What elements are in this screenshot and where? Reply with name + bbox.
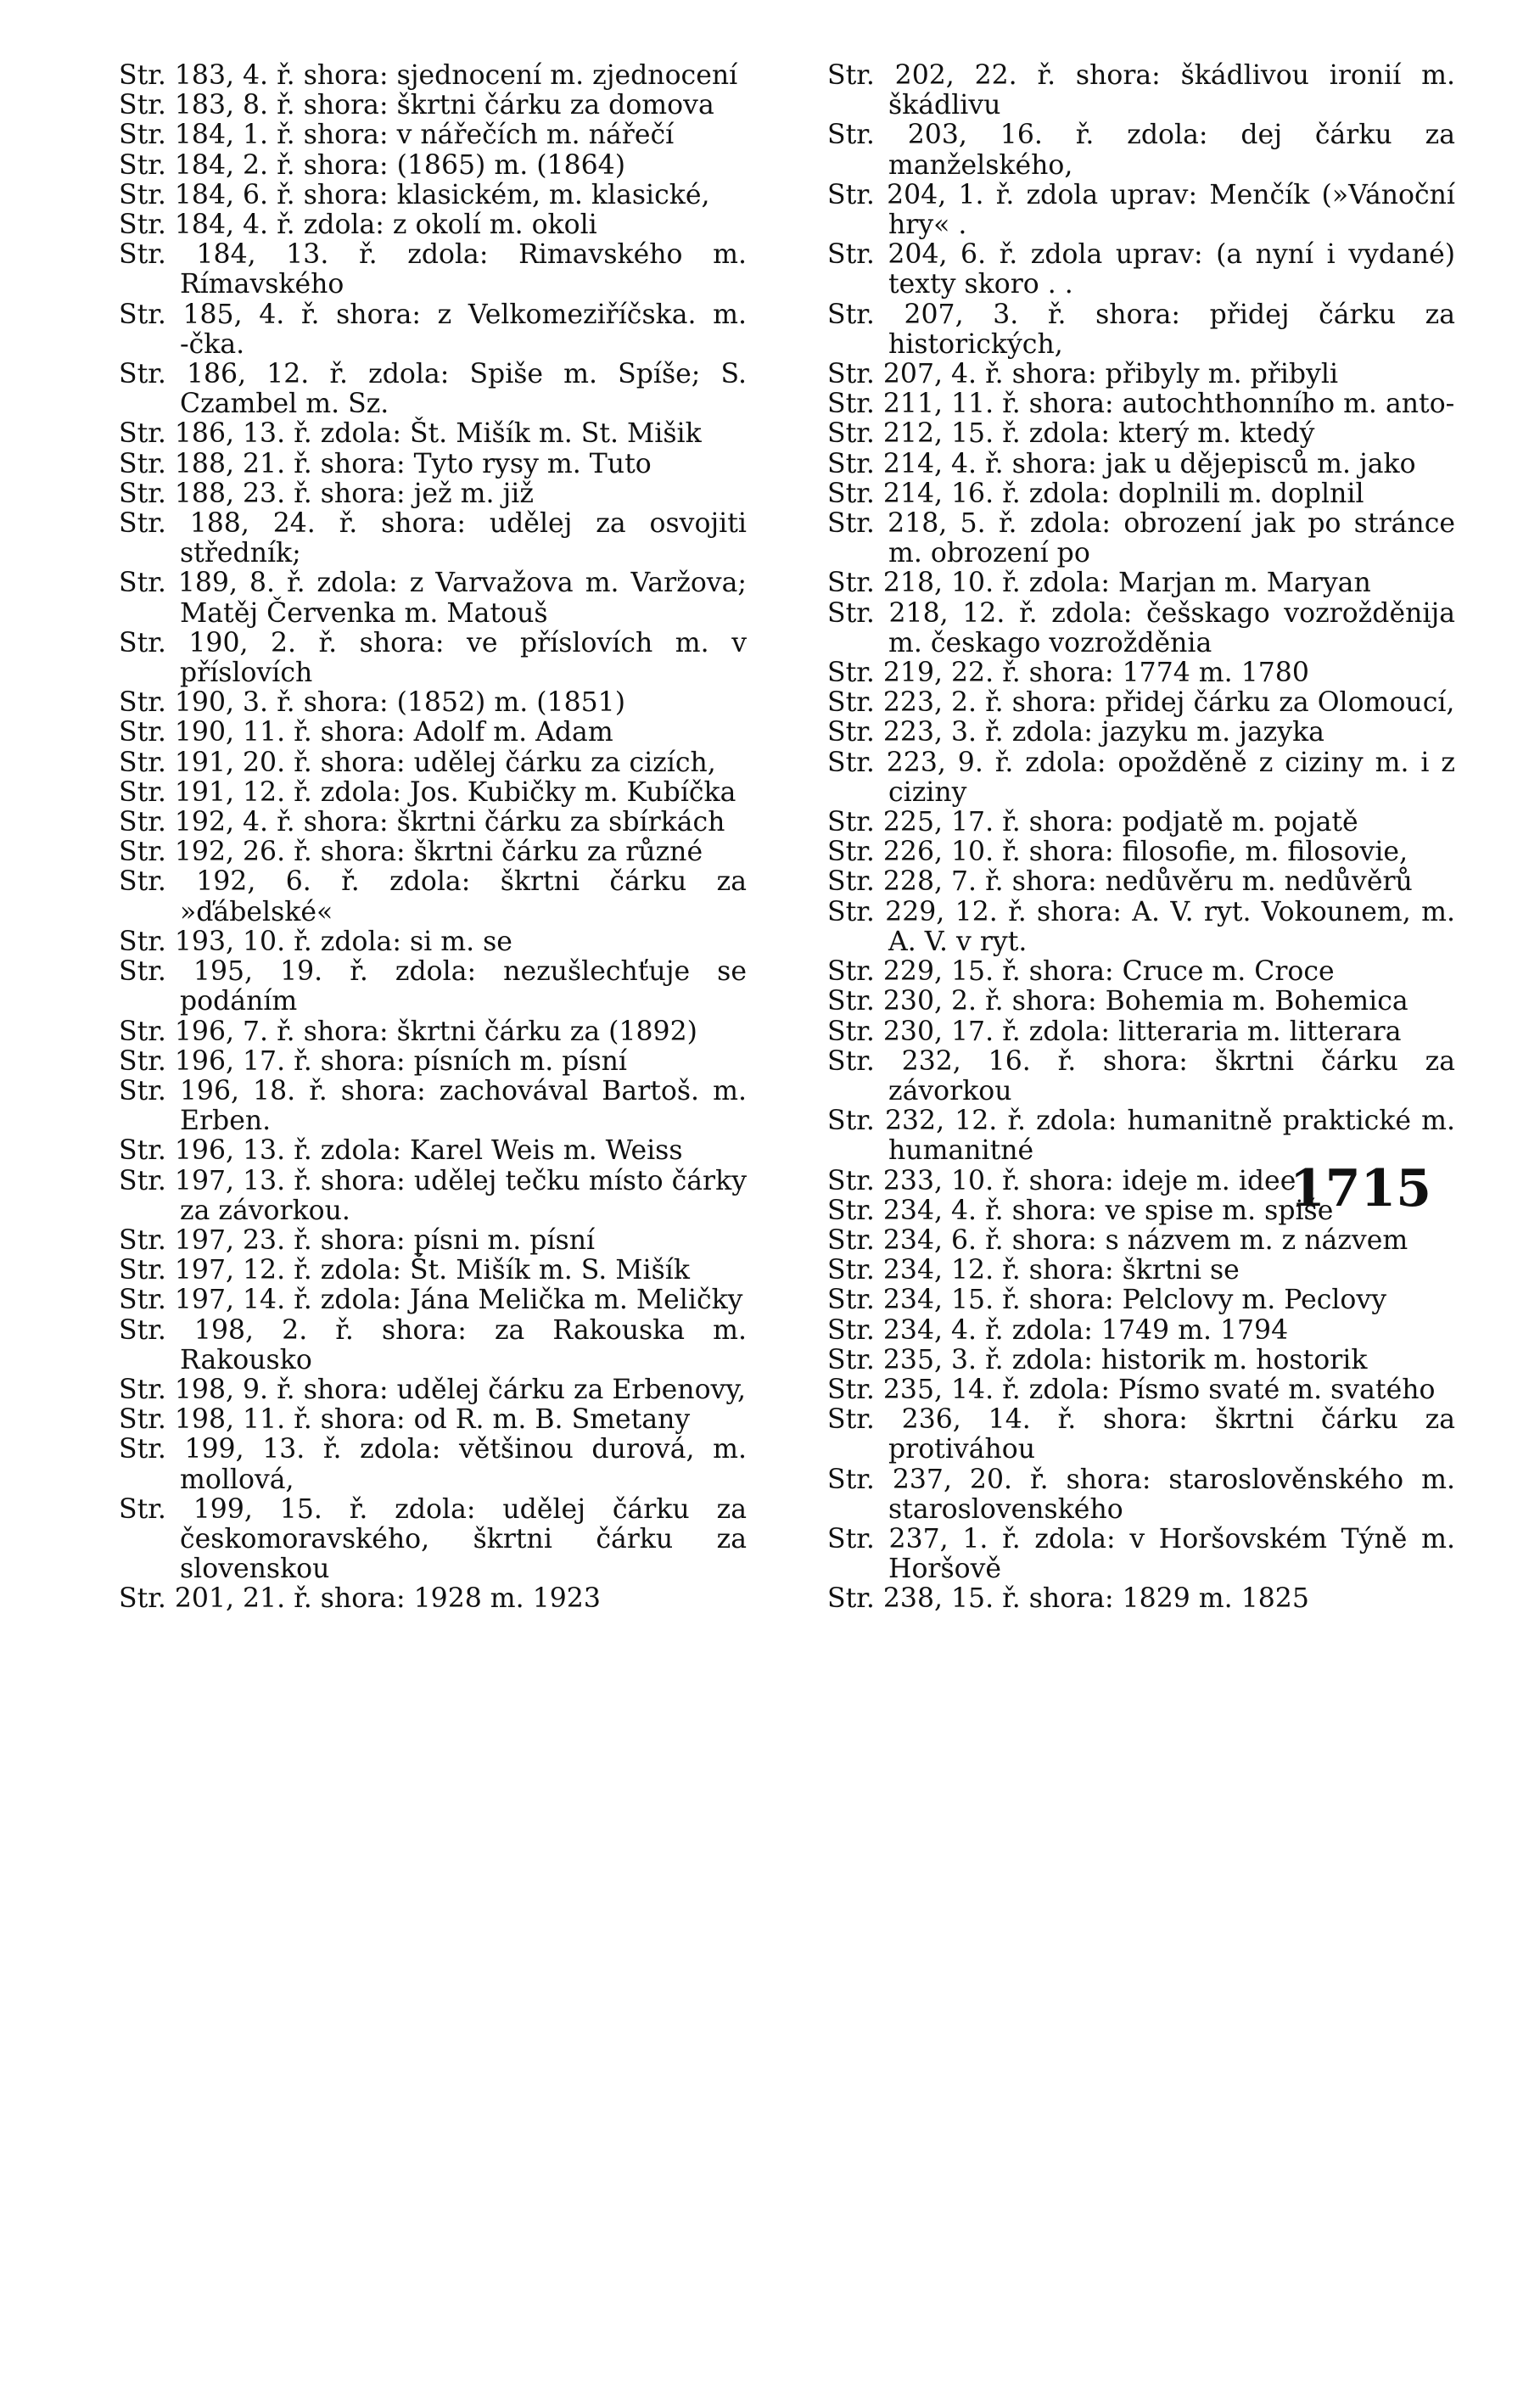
errata-entry: Str. 196, 13. ř. zdola: Karel Weis m. Weiss	[119, 1135, 683, 1167]
errata-entry: Str. 235, 3. ř. zdola: historik m. hostorik	[827, 1344, 1368, 1375]
errata-entry: Str. 184, 2. ř. shora: (1865) m. (1864)	[119, 149, 625, 181]
errata-entry: Str. 232, 16. ř. shora: škrtni čárku za závorkou	[827, 1045, 1455, 1106]
errata-entry: Str. 184, 1. ř. shora: v nářečích m. nářečí	[119, 120, 675, 151]
errata-entry: Str. 196, 17. ř. shora: písních m. písní	[119, 1045, 627, 1077]
errata-entry: Str. 234, 4. ř. shora: ve spise m. spiše	[827, 1195, 1334, 1226]
errata-entry: Str. 183, 4. ř. shora: sjednocení m. zjednocení	[119, 60, 738, 91]
errata-entry: Str. 191, 20. ř. shora: udělej čárku za cizích,	[119, 747, 716, 778]
errata-entry: Str. 234, 15. ř. shora: Pelclovy m. Peclovy	[827, 1285, 1386, 1316]
errata-entry: Str. 218, 10. ř. zdola: Marjan m. Maryan	[827, 568, 1371, 599]
errata-entry: Str. 238, 15. ř. shora: 1829 m. 1825	[827, 1583, 1309, 1615]
errata-left-column	[119, 61, 747, 1615]
errata-entry: Str. 199, 15. ř. zdola: udělej čárku za českomoravského, škrtni čárku za slovenskou	[119, 1493, 747, 1585]
errata-entry: Str. 198, 11. ř. shora: od R. m. B. Smetany	[119, 1404, 691, 1436]
errata-entry: Str. 185, 4. ř. shora: z Velkomeziříčska. m. -čka.	[119, 299, 747, 360]
errata-entry: Str. 228, 7. ř. shora: nedůvěru m. nedůvěrů	[827, 866, 1413, 898]
errata-entry: Str. 218, 5. ř. zdola: obrození jak po stránce m. obrození po	[827, 508, 1455, 569]
errata-entry: Str. 204, 6. ř. zdola uprav: (a nyní i vydané) texty skoro . .	[827, 239, 1455, 300]
errata-entry: Str. 197, 14. ř. zdola: Jána Melička m. Meličky	[119, 1285, 743, 1316]
errata-entry: Str. 229, 12. ř. shora: A. V. ryt. Vokounem, m. A. V. v ryt.	[827, 896, 1455, 957]
errata-entry: Str. 237, 1. ř. zdola: v Horšovském Týně m. Horšově	[827, 1523, 1455, 1585]
errata-entry: Str. 233, 10. ř. shora: ideje m. idee	[827, 1165, 1296, 1196]
errata-entry: Str. 223, 9. ř. zdola: opožděně z ciziny m. i z ciziny	[827, 747, 1455, 808]
errata-entry: Str. 223, 2. ř. shora: přidej čárku za Olomoucí,	[827, 687, 1455, 719]
errata-entry: Str. 219, 22. ř. shora: 1774 m. 1780	[827, 658, 1309, 689]
errata-entry: Str. 201, 21. ř. shora: 1928 m. 1923	[119, 1583, 601, 1615]
errata-entry: Str. 184, 6. ř. shora: klasickém, m. klasické,	[119, 179, 710, 210]
errata-entry: Str. 237, 20. ř. shora: staroslověnského m. staroslovenského	[827, 1464, 1455, 1525]
errata-entry: Str. 234, 6. ř. shora: s názvem m. z názvem	[827, 1224, 1408, 1256]
errata-entry: Str. 230, 17. ř. zdola: litteraria m. litterara	[827, 1016, 1402, 1047]
page-number: 1715	[1290, 1159, 1431, 1218]
errata-entry: Str. 218, 12. ř. zdola: češskago vozrožděnija m. českago vozrožděnia	[827, 597, 1455, 658]
errata-entry: Str. 197, 13. ř. shora: udělej tečku místo čárky za závorkou.	[119, 1165, 747, 1226]
errata-entry: Str. 223, 3. ř. zdola: jazyku m. jazyka	[827, 717, 1324, 748]
errata-entry: Str. 207, 4. ř. shora: přibyly m. přibyli	[827, 359, 1339, 390]
errata-entry: Str. 190, 11. ř. shora: Adolf m. Adam	[119, 717, 613, 748]
errata-entry: Str. 214, 4. ř. shora: jak u dějepisců m. jako	[827, 448, 1416, 479]
errata-entry: Str. 186, 12. ř. zdola: Spiše m. Spíše; S. Czambel m. Sz.	[119, 359, 747, 420]
errata-entry: Str. 229, 15. ř. shora: Cruce m. Croce	[827, 956, 1335, 988]
errata-entry: Str. 189, 8. ř. zdola: z Varvažova m. Varžova; Matěj Červenka m. Matouš	[119, 568, 747, 629]
errata-entry: Str. 198, 2. ř. shora: za Rakouska m. Rakousko	[119, 1314, 747, 1375]
errata-entry: Str. 191, 12. ř. zdola: Jos. Kubičky m. Kubíčka	[119, 776, 736, 808]
errata-entry: Str. 234, 4. ř. zdola: 1749 m. 1794	[827, 1314, 1289, 1346]
errata-right-column	[827, 61, 1455, 1615]
errata-entry: Str. 214, 16. ř. zdola: doplnili m. doplnil	[827, 478, 1364, 509]
errata-entry: Str. 195, 19. ř. zdola: nezušlechťuje se podáním	[119, 956, 747, 1017]
errata-entry: Str. 192, 6. ř. zdola: škrtni čárku za »ďábelské«	[119, 866, 747, 927]
errata-entry: Str. 196, 7. ř. shora: škrtni čárku za (1892)	[119, 1016, 697, 1047]
errata-entry: Str. 198, 9. ř. shora: udělej čárku za Erbenovy,	[119, 1374, 746, 1405]
errata-entry: Str. 211, 11. ř. shora: autochthonního m. anto-	[827, 389, 1455, 420]
errata-entry: Str. 186, 13. ř. zdola: Št. Mišík m. St. Mišik	[119, 418, 702, 450]
errata-entry: Str. 188, 24. ř. shora: udělej za osvojiti středník;	[119, 508, 747, 569]
errata-entry: Str. 196, 18. ř. shora: zachovával Bartoš. m. Erben.	[119, 1075, 747, 1137]
errata-entry: Str. 236, 14. ř. shora: škrtni čárku za protiváhou	[827, 1404, 1455, 1465]
errata-entry: Str. 192, 4. ř. shora: škrtni čárku za sbírkách	[119, 807, 725, 838]
errata-entry: Str. 212, 15. ř. zdola: který m. ktedý	[827, 418, 1315, 450]
errata-entry: Str. 202, 22. ř. shora: škádlivou ironií m. škádlivu	[827, 60, 1455, 121]
errata-entry: Str. 230, 2. ř. shora: Bohemia m. Bohemica	[827, 986, 1408, 1017]
errata-entry: Str. 207, 3. ř. shora: přidej čárku za historických,	[827, 299, 1455, 360]
errata-entry: Str. 203, 16. ř. zdola: dej čárku za manželského,	[827, 120, 1455, 181]
errata-entry: Str. 197, 12. ř. zdola: Št. Mišík m. S. Mišík	[119, 1255, 690, 1286]
errata-entry: Str. 188, 21. ř. shora: Tyto rysy m. Tuto	[119, 448, 652, 479]
errata-entry: Str. 193, 10. ř. zdola: si m. se	[119, 926, 512, 957]
errata-entry: Str. 190, 3. ř. shora: (1852) m. (1851)	[119, 687, 625, 719]
errata-entry: Str. 197, 23. ř. shora: písni m. písní	[119, 1224, 596, 1256]
errata-entry: Str. 199, 13. ř. zdola: většinou durová, m. mollová,	[119, 1434, 747, 1495]
errata-entry: Str. 183, 8. ř. shora: škrtni čárku za domova	[119, 90, 714, 121]
errata-entry: Str. 234, 12. ř. shora: škrtni se	[827, 1255, 1240, 1286]
errata-entry: Str. 232, 12. ř. zdola: humanitně praktické m. humanitné	[827, 1106, 1455, 1167]
errata-entry: Str. 184, 4. ř. zdola: z okolí m. okoli	[119, 210, 597, 241]
errata-entry: Str. 188, 23. ř. shora: jež m. již	[119, 478, 534, 509]
errata-entry: Str. 235, 14. ř. zdola: Písmo svaté m. svatého	[827, 1374, 1436, 1405]
errata-entry: Str. 184, 13. ř. zdola: Rimavského m. Rímavského	[119, 239, 747, 300]
errata-entry: Str. 225, 17. ř. shora: podjatě m. pojatě	[827, 807, 1358, 838]
errata-entry: Str. 190, 2. ř. shora: ve příslovích m. v příslovích	[119, 627, 747, 689]
errata-entry: Str. 204, 1. ř. zdola uprav: Menčík (»Vánoční hry« .	[827, 179, 1455, 241]
errata-entry: Str. 226, 10. ř. shora: filosofie, m. filosovie,	[827, 837, 1408, 868]
errata-entry: Str. 192, 26. ř. shora: škrtni čárku za různé	[119, 837, 703, 868]
